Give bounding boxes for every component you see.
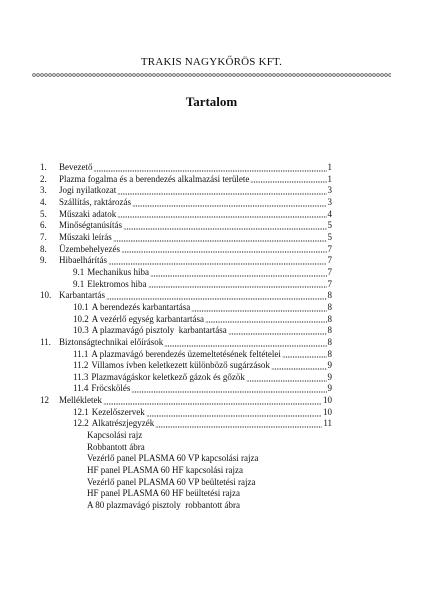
dot-leader bbox=[146, 407, 322, 419]
toc-entry bbox=[40, 255, 332, 267]
toc-entry-page: 8 bbox=[327, 336, 332, 347]
dot-leader bbox=[121, 244, 327, 256]
toc-entry-page: 9 bbox=[327, 371, 332, 382]
toc-entry-page: 8 bbox=[327, 313, 332, 324]
dot-leader bbox=[123, 220, 327, 232]
toc-entry-number: 4. bbox=[40, 196, 47, 207]
toc-entry-title: Minőségtanúsítás bbox=[59, 220, 122, 231]
toc-subentry bbox=[40, 279, 332, 291]
toc-entry bbox=[40, 209, 332, 221]
attachment-title: Robbantott ábra bbox=[87, 441, 145, 452]
toc-entry bbox=[40, 174, 332, 186]
toc-subentry bbox=[40, 325, 332, 337]
toc-entry-title: A plazmavágó pisztoly karbantartása bbox=[91, 325, 227, 336]
toc-subentry bbox=[40, 383, 332, 395]
dot-leader bbox=[132, 197, 327, 209]
toc-entry bbox=[40, 337, 332, 349]
toc-entry-page: 8 bbox=[327, 325, 332, 336]
toc-entry bbox=[40, 185, 332, 197]
toc-entry-page: 3 bbox=[327, 185, 332, 196]
toc-entry-number: 10.3 bbox=[73, 325, 89, 336]
attachment-title: Vezérlő panel PLASMA 60 VP kapcsolási rajza bbox=[87, 453, 259, 464]
toc-entry-number: 10.1 bbox=[73, 301, 89, 312]
toc-entry-title: Jogi nyilatkozat bbox=[59, 185, 117, 196]
toc-entry-page: 10 bbox=[323, 395, 332, 406]
toc-subentry bbox=[40, 418, 332, 430]
toc-entry-number: 9.1 bbox=[73, 278, 85, 289]
toc-subentry bbox=[40, 267, 332, 279]
dot-leader bbox=[150, 267, 327, 279]
toc-entry-number: 5. bbox=[40, 208, 47, 219]
toc-entry-number: 12.1 bbox=[73, 406, 89, 417]
dot-leader bbox=[191, 302, 326, 314]
toc-entry-title: Bevezető bbox=[59, 162, 93, 172]
toc-entry-page: 9 bbox=[327, 360, 332, 371]
toc-entry-number: 8. bbox=[40, 243, 47, 254]
toc-entry bbox=[40, 232, 332, 244]
toc-entry bbox=[40, 220, 332, 232]
toc-entry bbox=[40, 395, 332, 407]
attachment-item bbox=[40, 465, 332, 477]
toc-entry-number: 11.2 bbox=[73, 360, 89, 371]
toc-subentry bbox=[40, 349, 332, 361]
dot-leader bbox=[106, 290, 327, 302]
toc-entry-title: A vezérlő egység karbantartása bbox=[91, 313, 204, 324]
toc-entry-title: Mechanikus hiba bbox=[87, 266, 149, 277]
dot-leader bbox=[117, 209, 326, 221]
toc-entry-number: 9.1 bbox=[73, 266, 85, 277]
toc-subentry bbox=[40, 372, 332, 384]
dot-leader bbox=[228, 325, 327, 337]
attachment-title: HF panel PLASMA 60 HF kapcsolási rajza bbox=[87, 465, 243, 476]
toc-entry-number: 10.2 bbox=[73, 313, 89, 324]
toc-entry-page: 5 bbox=[327, 220, 332, 231]
toc-entry-title: Szállítás, raktározás bbox=[59, 196, 131, 207]
toc-entry-title: Karbantartás bbox=[59, 290, 105, 301]
dot-leader bbox=[246, 372, 327, 384]
toc-entry-number: 11. bbox=[40, 336, 51, 347]
toc-entry-number: 10. bbox=[40, 290, 52, 301]
toc-entry-page: 8 bbox=[327, 301, 332, 312]
attachment-title: Vezérlő panel PLASMA 60 VP beültetési rajza bbox=[87, 476, 256, 487]
toc-entry bbox=[40, 244, 332, 256]
dot-leader bbox=[131, 383, 326, 395]
dot-leader bbox=[148, 279, 327, 291]
toc-entry-number: 9. bbox=[40, 255, 47, 266]
toc-entry-number: 11.1 bbox=[73, 348, 89, 359]
toc-subentry bbox=[40, 314, 332, 326]
toc-subentry bbox=[40, 360, 332, 372]
toc-entry-page: 7 bbox=[327, 243, 332, 254]
toc-entry-page: 4 bbox=[327, 208, 332, 219]
toc-entry-title: A berendezés karbantartása bbox=[91, 301, 191, 312]
dot-leader bbox=[93, 162, 326, 174]
toc-entry-page: 10 bbox=[323, 406, 332, 417]
toc-entry-title: Üzembehelyezés bbox=[59, 243, 120, 254]
dot-leader bbox=[113, 232, 327, 244]
toc-entry bbox=[40, 290, 332, 302]
toc-entry-page: 3 bbox=[327, 196, 332, 207]
toc-entry-title: Mellékletek bbox=[59, 395, 102, 406]
toc-entry-title: Villamos ívben keletkezett különböző sugárzások bbox=[91, 360, 270, 371]
attachment-item bbox=[40, 477, 332, 489]
attachment-item bbox=[40, 453, 332, 465]
toc-entry-number: 12.2 bbox=[73, 418, 89, 429]
attachment-title: HF panel PLASMA 60 HF beültetési rajza bbox=[87, 488, 240, 499]
dot-leader bbox=[271, 360, 327, 372]
dot-leader bbox=[282, 349, 327, 361]
dot-leader bbox=[103, 395, 322, 407]
dot-leader bbox=[108, 255, 327, 267]
toc-entry-page: 1 bbox=[327, 173, 332, 184]
toc-subentry bbox=[40, 302, 332, 314]
toc-entry-page: 8 bbox=[327, 290, 332, 301]
toc-entry-title: Kezelőszervek bbox=[91, 406, 145, 417]
attachment-title: Kapcsolási rajz bbox=[87, 430, 143, 441]
toc-entry-page: 9 bbox=[327, 383, 332, 394]
toc-entry-title: Műszaki adatok bbox=[59, 208, 117, 219]
dot-leader bbox=[250, 174, 326, 186]
dot-leader bbox=[117, 185, 326, 197]
attachment-item bbox=[40, 500, 332, 512]
toc-entry bbox=[40, 162, 332, 174]
toc-entry-number: 7. bbox=[40, 231, 47, 242]
company-name: TRAKIS NAGYKŐRÖS KFT. bbox=[140, 56, 283, 68]
toc-entry-title: Plazma fogalma és a berendezés alkalmazási területe bbox=[59, 173, 250, 184]
dot-leader bbox=[164, 337, 326, 349]
attachment-item bbox=[40, 488, 332, 500]
toc-entry-number: 3. bbox=[40, 185, 47, 196]
toc-entry-title: Műszaki leírás bbox=[59, 231, 112, 242]
dot-leader bbox=[155, 418, 322, 430]
toc-entry-page: 5 bbox=[327, 231, 332, 242]
attachment-item bbox=[40, 442, 332, 454]
toc-entry-number: 12 bbox=[40, 395, 49, 406]
toc-entry-page: 8 bbox=[327, 348, 332, 359]
table-of-contents bbox=[40, 162, 332, 512]
dot-leader bbox=[205, 314, 327, 326]
toc-entry-page: 7 bbox=[327, 255, 332, 266]
toc-entry-title: Elektromos hiba bbox=[87, 278, 147, 289]
attachment-title: A 80 plazmavágó pisztoly robbantott ábra bbox=[87, 500, 240, 511]
ornamental-divider bbox=[32, 73, 391, 77]
toc-entry-title: Plazmavágáskor keletkező gázok és gőzök bbox=[91, 371, 245, 382]
toc-entry-title: Fröcskölés bbox=[91, 383, 131, 394]
toc-entry-number: 1. bbox=[40, 162, 47, 172]
toc-entry-title: Biztonságtechnikai előírások bbox=[59, 336, 164, 347]
toc-entry-number: 11.3 bbox=[73, 371, 89, 382]
toc-entry-page: 7 bbox=[327, 266, 332, 277]
toc-entry-number: 2. bbox=[40, 173, 47, 184]
toc-entry-title: Hibaelhárítás bbox=[59, 255, 107, 266]
toc-entry-page: 7 bbox=[327, 278, 332, 289]
toc-entry-title: Alkatrészjegyzék bbox=[91, 418, 155, 429]
toc-entry-title: A plazmavágó berendezés üzemeltetésének feltételei bbox=[91, 348, 281, 359]
toc-entry bbox=[40, 197, 332, 209]
toc-entry-page: 1 bbox=[327, 162, 332, 172]
toc-subentry bbox=[40, 407, 332, 419]
toc-entry-page: 11 bbox=[323, 418, 332, 429]
attachment-item bbox=[40, 430, 332, 442]
toc-entry-number: 11.4 bbox=[73, 383, 89, 394]
toc-entry-number: 6. bbox=[40, 220, 47, 231]
toc-heading: Tartalom bbox=[185, 94, 238, 109]
